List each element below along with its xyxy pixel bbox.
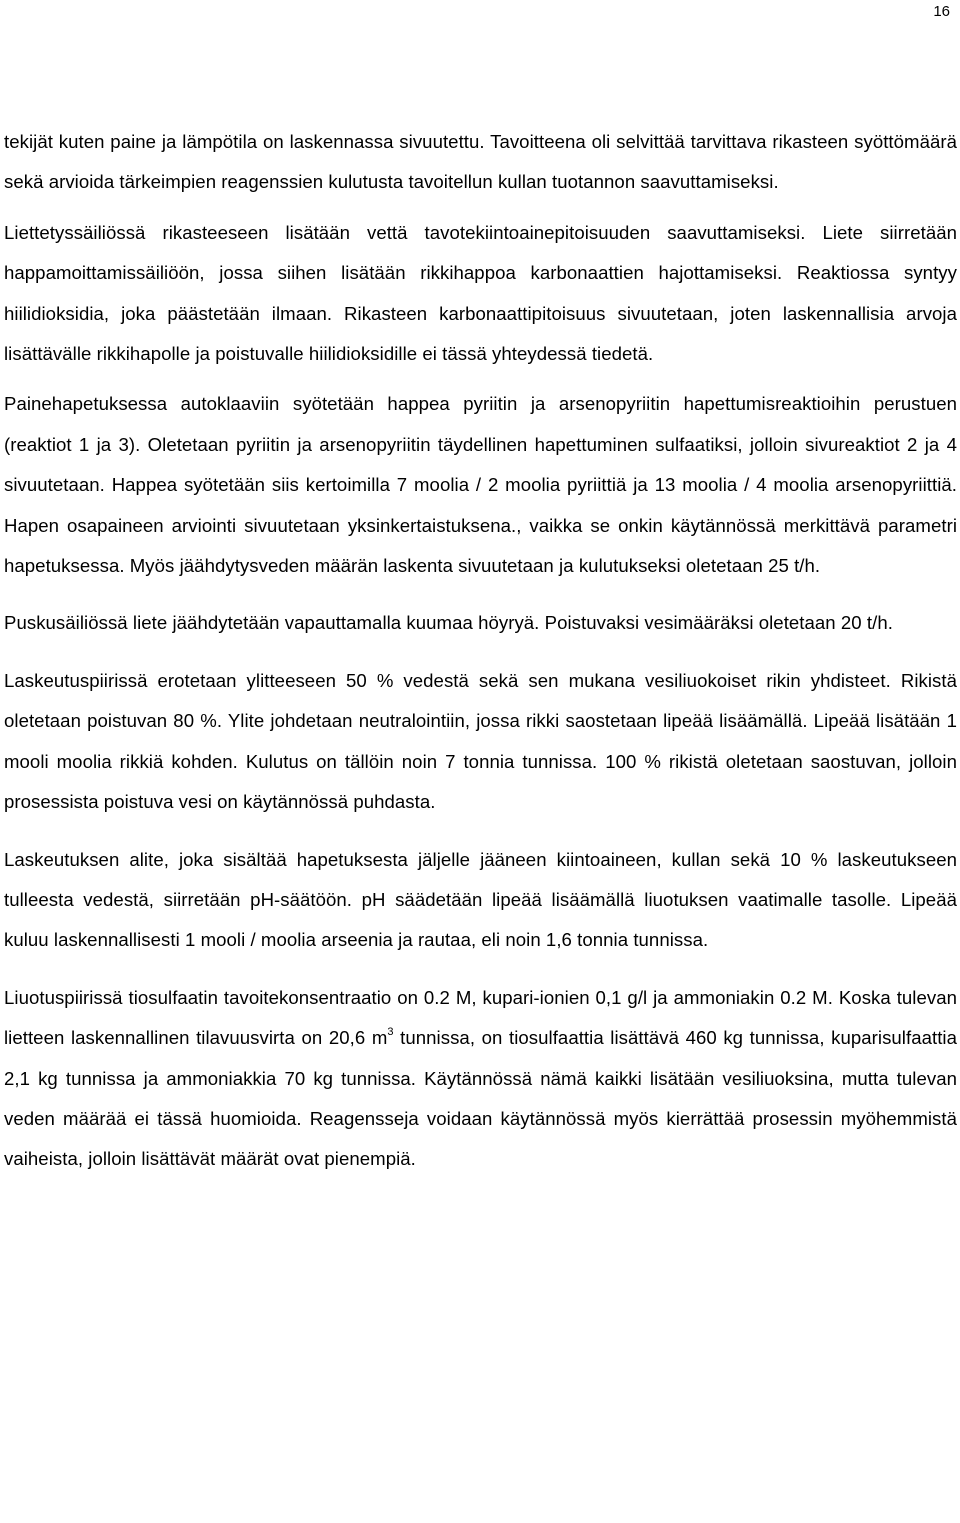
cubic-superscript: 3 xyxy=(387,1025,394,1038)
paragraph-flash-tank: Puskusäiliössä liete jäähdytetään vapauttamalla kuumaa höyryä. Poistuvaksi vesimääräksi oletetaan 20 t/h. xyxy=(4,612,893,634)
paragraph-settling-underflow: Laskeutuksen alite, joka sisältää hapetuksesta jäljelle jääneen kiintoaineen, kullan sekä 10 % laskeutukseen tulleesta vedestä, siirretään pH-säätöön. pH säädetään lipeää lisäämällä liuotuksen vaatimalle tasolle. Lipeää kuluu laskennallisesti 1 mooli / moolia arseenia ja rautaa, eli noin 1,6 tonnia tunnissa. xyxy=(4,848,957,951)
leaching-text-before: Liuotuspiirissä tiosulfaatin tavoitekonsentraatio on 0.2 M, kupari-ionien 0,1 g/l ja ammoniakin 0.2 M. Koska tulevan lietteen laskennallinen tilavuusvirta on 20,6 m xyxy=(4,986,957,1049)
leaching-text-after: tunnissa, on tiosulfaattia lisättävä 460 kg tunnissa, kuparisulfaattia 2,1 kg tunnissa ja ammoniakkia 70 kg tunnissa. Käytännössä nämä kaikki lisätään vesiliuoksina, mutta tulevan veden määrää ei tässä huomioida. Reagensseja voidaan käytännössä myös kierrättää prosessin myöhemmistä vaiheista, jolloin lisättävät määrät ovat pienempiä. xyxy=(4,1027,957,1170)
paragraph-intro-continuation: tekijät kuten paine ja lämpötila on laskennassa sivuutettu. Tavoitteena oli selvittää tarvittava rikasteen syöttömäärä sekä arvioida tärkeimpien reagenssien kulutusta tavoitellun kullan tuotannon saavuttamiseksi. xyxy=(4,131,957,193)
paragraph-pressure-oxidation: Painehapetuksessa autoklaaviin syötetään happea pyriitin ja arsenopyriitin hapettumisreaktioihin perustuen (reaktiot 1 ja 3). Oletetaan pyriitin ja arsenopyriitin täydellinen hapettuminen sulfaatiksi, jolloin sivureaktiot 2 ja 4 sivuutetaan. Happea syötetään siis kertoimilla 7 moolia / 2 moolia pyriittiä ja 13 moolia / 4 moolia arsenopyriittiä. Hapen osapaineen arviointi sivuutetaan yksinkertaistuksena., vaikka se onkin käytännössä merkittävä parametri hapetuksessa. Myös jäähdytysveden määrän laskenta sivuutetaan ja kulutukseksi oletetaan 25 t/h. xyxy=(4,393,957,577)
document-body xyxy=(4,122,957,1180)
page-number: 16 xyxy=(933,3,950,20)
paragraph-settling-circuit: Laskeutuspiirissä erotetaan ylitteeseen 50 % vedestä sekä sen mukana vesiliuokoiset rikin yhdisteet. Rikistä oletetaan poistuvan 80 %. Ylite johdetaan neutralointiin, jossa rikki saostetaan lipeää lisäämällä. Lipeää lisätään 1 mooli moolia rikkiä kohden. Kulutus on tällöin noin 7 tonnia tunnissa. 100 % rikistä oletetaan saostuvan, jolloin prosessista poistuva vesi on käytännössä puhdasta. xyxy=(4,669,957,813)
paragraph-slurry-tank: Liettetyssäiliössä rikasteeseen lisätään vettä tavotekiintoainepitoisuuden saavuttamiseksi. Liete siirretään happamoittamissäiliöön, jossa siihen lisätään rikkihappoa karbonaattien hajottamiseksi. Reaktiossa syntyy hiilidioksidia, joka päästetään ilmaan. Rikasteen karbonaattipitoisuus sivuutetaan, joten laskennallisia arvoja lisättävälle rikkihapolle ja poistuvalle hiilidioksidille ei tässä yhteydessä tiedetä. xyxy=(4,221,957,365)
paragraph-leaching-circuit xyxy=(4,978,957,1180)
